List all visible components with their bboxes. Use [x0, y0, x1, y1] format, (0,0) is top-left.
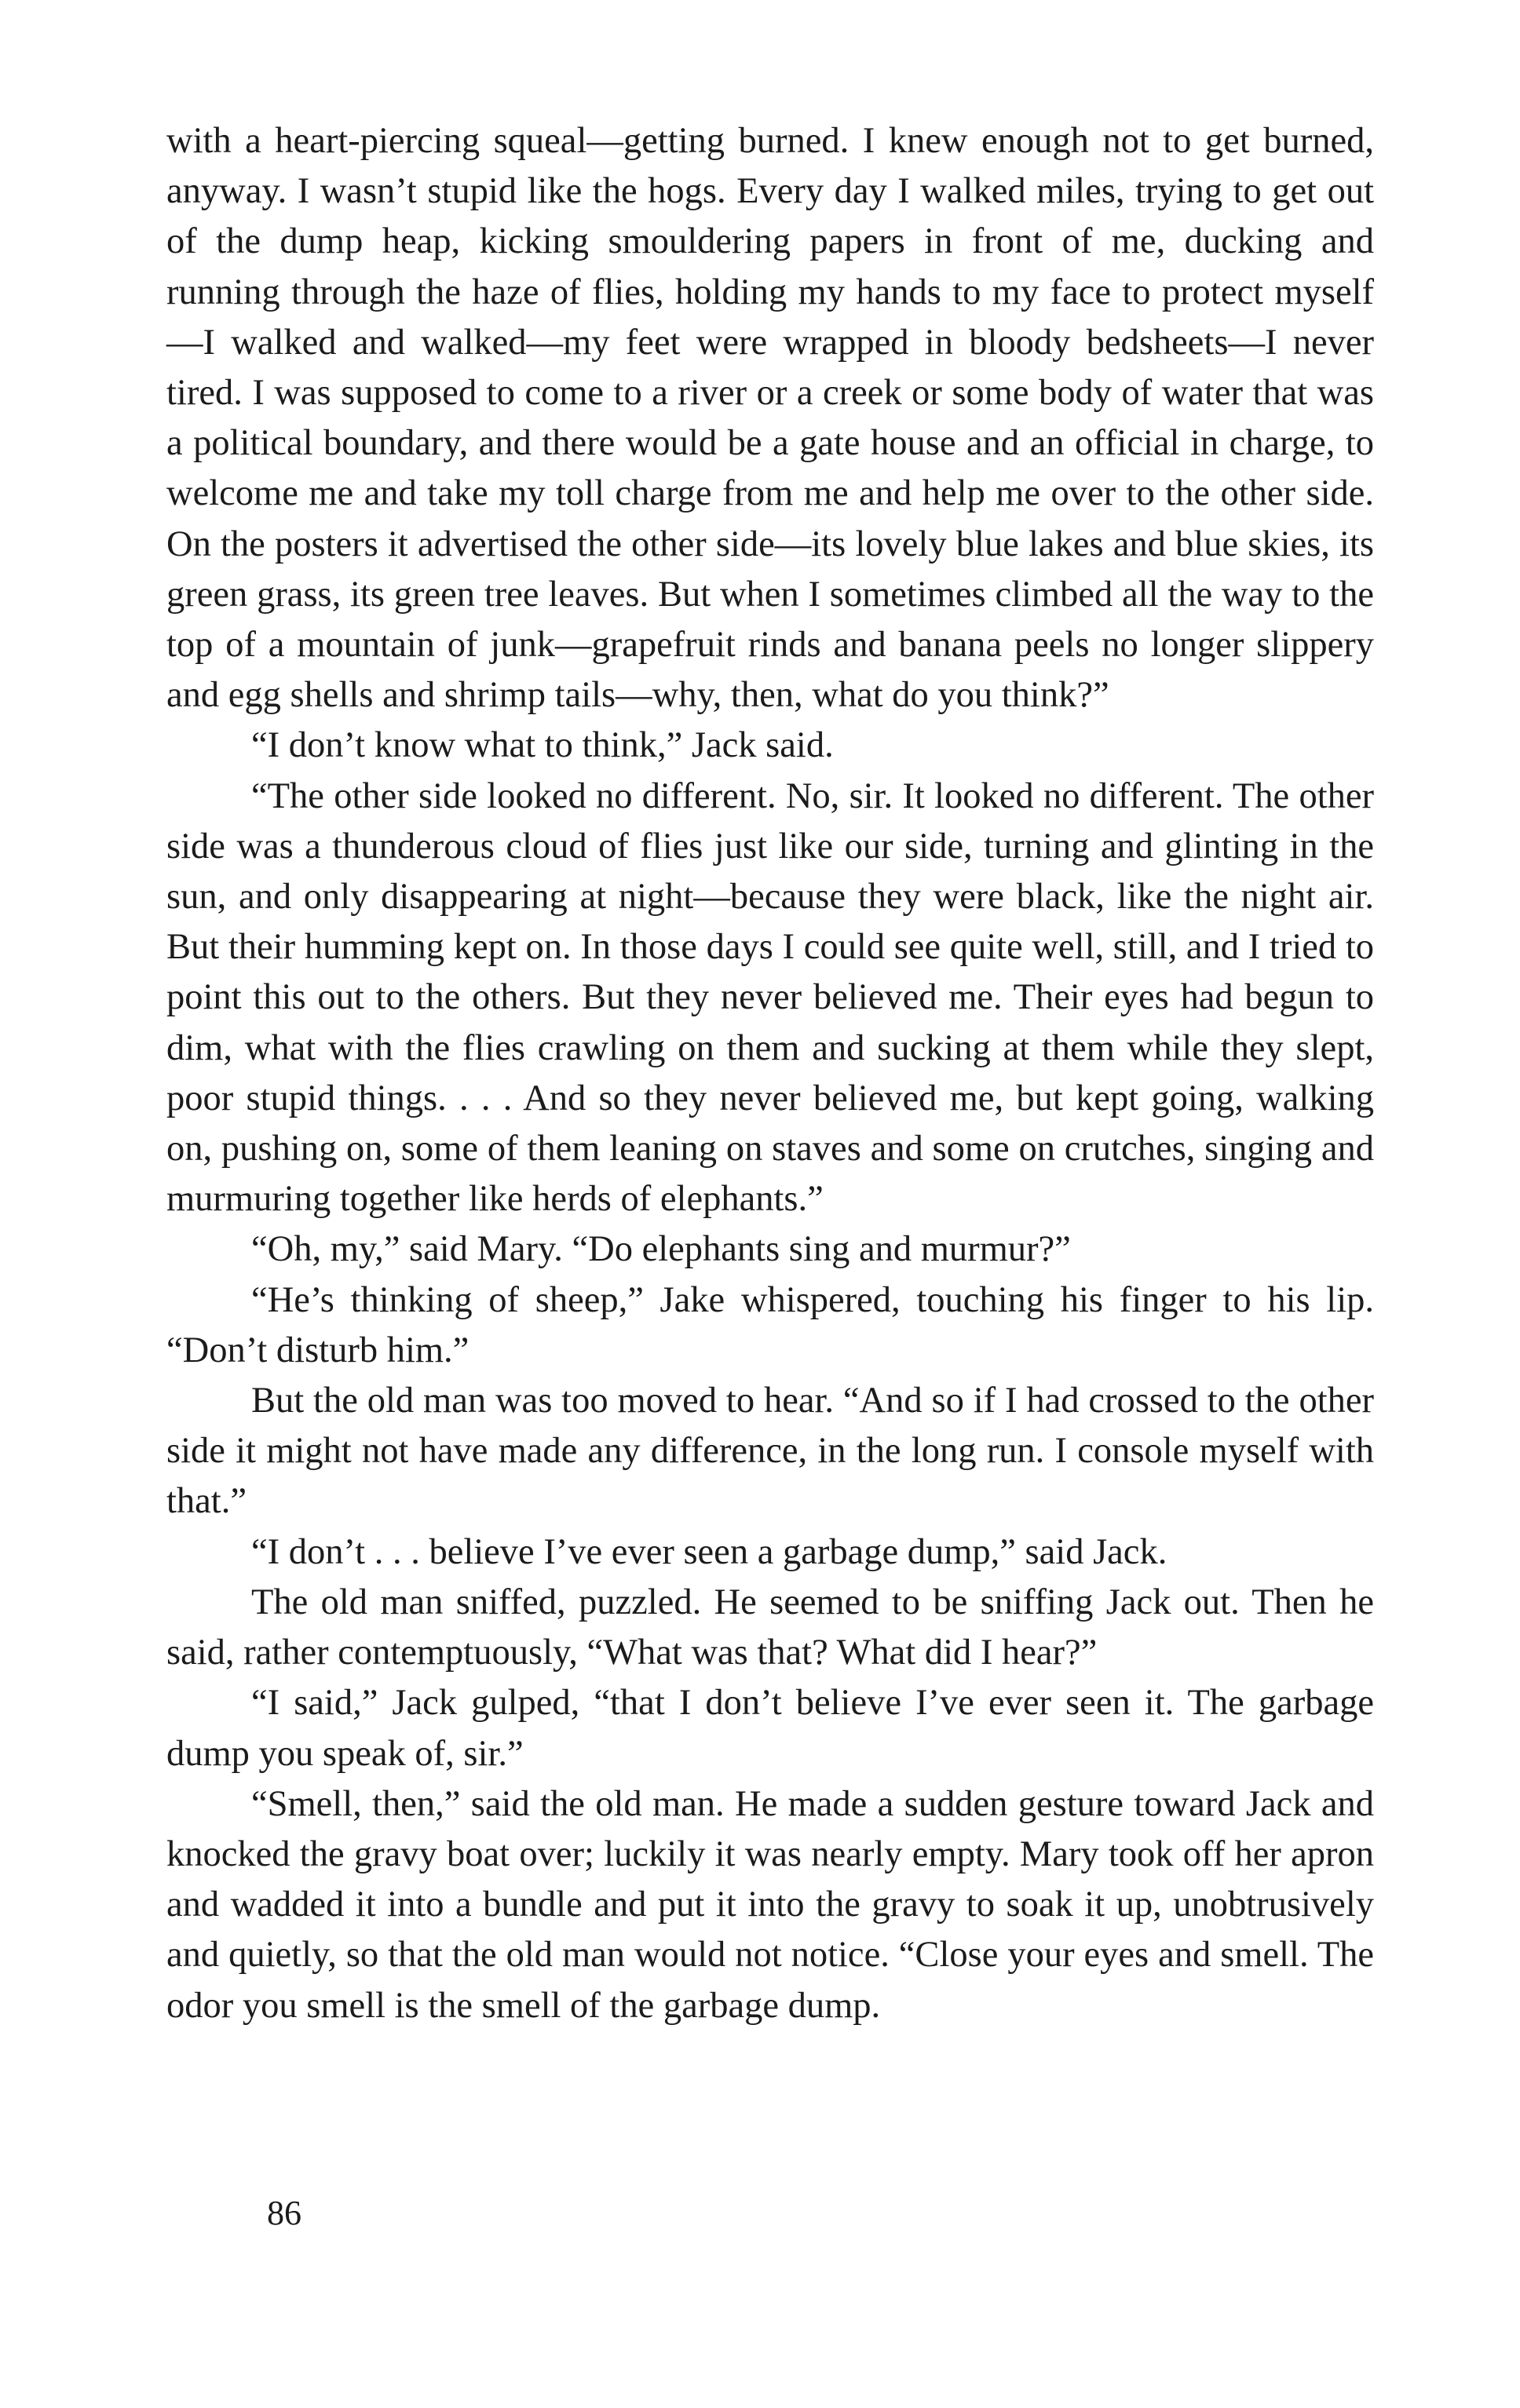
page-body — [166, 116, 1374, 2031]
paragraph: “I said,” Jack gulped, “that I don’t believe I’ve ever seen it. The garbage dump you speak of, sir.” — [166, 1683, 1374, 1774]
paragraph: “I don’t know what to think,” Jack said. — [251, 725, 834, 766]
paragraph: “The other side looked no different. No, sir. It looked no different. The other side was a thunderous cloud of flies just like our side, turning and glinting in the sun, and only disappearing at night—because they were black, like the night air. But their humming kept on. In those days I could see quite well, still, and I tried to point this out to the others. But they never believed me. Their eyes had begun to dim, what with the flies crawling on them and sucking at them while they slept, poor stupid things. . . . And so they never believed me, but kept going, walking on, pushing on, some of them leaning on staves and some on crutches, singing and murmuring together like herds of elephants.” — [166, 775, 1374, 1220]
paragraph: “I don’t . . . believe I’ve ever seen a garbage dump,” said Jack. — [251, 1531, 1167, 1572]
paragraph: “Smell, then,” said the old man. He made a sudden gesture toward Jack and knocked the gravy boat over; luckily it was nearly empty. Mary took off her apron and wadded it into a bundle and put it into the gravy to soak it up, unobtrusively and quietly, so that the old man would not notice. “Close your eyes and smell. The odor you smell is the smell of the garbage dump. — [166, 1783, 1374, 2026]
paragraph: with a heart-piercing squeal—getting burned. I knew enough not to get burned, anyway. I wasn’t stupid like the hogs. Every day I walked miles, trying to get out of the dump heap, kicking smouldering papers in front of me, ducking and running through the haze of flies, holding my hands to my face to protect myself—I walked and walked—my feet were wrapped in bloody bedsheets—I never tired. I was supposed to come to a river or a creek or some body of water that was a political boundary, and there would be a gate house and an official in charge, to welcome me and take my toll charge from me and help me over to the other side. On the posters it advertised the other side—its lovely blue lakes and blue skies, its green grass, its green tree leaves. But when I sometimes climbed all the way to the top of a mountain of junk—grapefruit rinds and banana peels no longer slippery and egg shells and shrimp tails—why, then, what do you think?” — [166, 121, 1374, 716]
paragraph: But the old man was too moved to hear. “And so if I had crossed to the other side it might not have made any difference, in the long run. I console myself with that.” — [166, 1381, 1374, 1522]
paragraph: The old man sniffed, puzzled. He seemed to be sniffing Jack out. Then he said, rather contemptuously, “What was that? What did I hear?” — [166, 1582, 1374, 1673]
paragraph: “Oh, my,” said Mary. “Do elephants sing and murmur?” — [251, 1229, 1071, 1270]
page-number: 86 — [267, 2194, 301, 2232]
paragraph: “He’s thinking of sheep,” Jake whispered, touching his finger to his lip. “Don’t disturb him.” — [166, 1279, 1374, 1370]
